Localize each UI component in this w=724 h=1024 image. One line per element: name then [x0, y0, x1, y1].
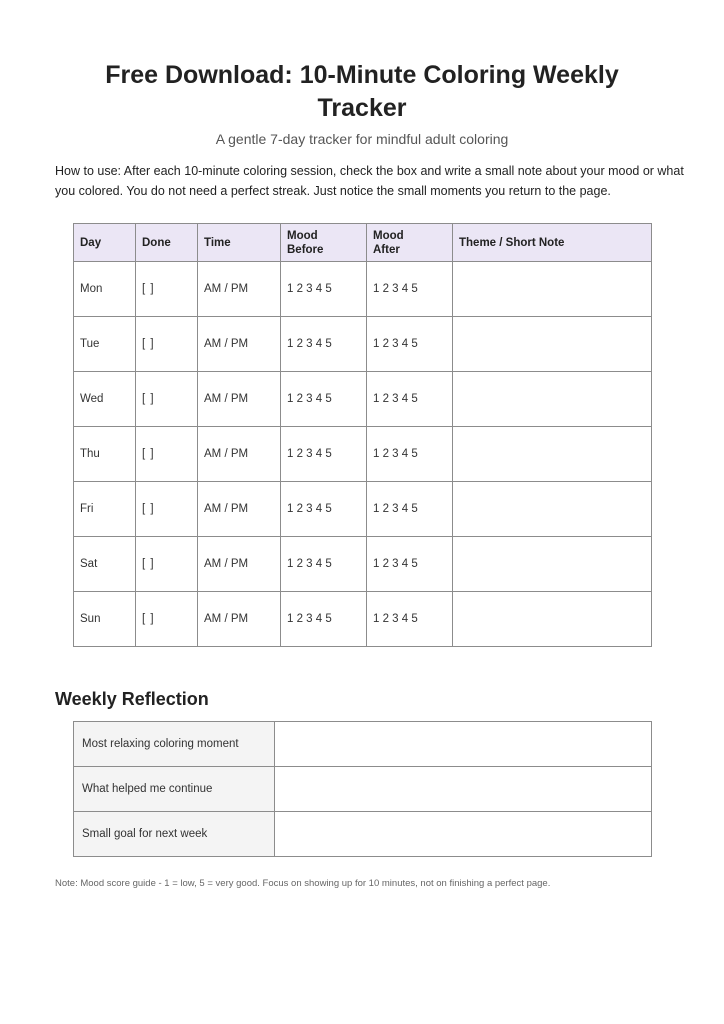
day-cell: Fri [74, 482, 136, 537]
time-choice[interactable]: AM / PM [198, 317, 281, 372]
header-theme-note: Theme / Short Note [453, 224, 652, 262]
done-checkbox[interactable]: [ ] [136, 262, 198, 317]
header-mood-before-line2: Before [287, 243, 324, 256]
reflection-answer-field[interactable] [275, 722, 652, 767]
mood-after-scale[interactable]: 1 2 3 4 5 [367, 317, 453, 372]
day-cell: Wed [74, 372, 136, 427]
day-cell: Tue [74, 317, 136, 372]
header-done: Done [136, 224, 198, 262]
table-row [74, 317, 652, 372]
day-cell: Sat [74, 537, 136, 592]
mood-after-scale[interactable]: 1 2 3 4 5 [367, 482, 453, 537]
table-row [74, 262, 652, 317]
mood-after-scale[interactable]: 1 2 3 4 5 [367, 537, 453, 592]
theme-note-field[interactable] [453, 317, 652, 372]
time-choice[interactable]: AM / PM [198, 537, 281, 592]
weekly-reflection-table [73, 721, 652, 857]
table-row [74, 372, 652, 427]
time-choice[interactable]: AM / PM [198, 372, 281, 427]
reflection-answer-field[interactable] [275, 767, 652, 812]
header-mood-before-line1: Mood [287, 229, 318, 242]
page-subtitle: A gentle 7-day tracker for mindful adult coloring [215, 131, 509, 147]
done-checkbox[interactable]: [ ] [136, 537, 198, 592]
time-choice[interactable]: AM / PM [198, 592, 281, 647]
header-mood-after-line1: Mood [373, 229, 404, 242]
time-choice[interactable]: AM / PM [198, 262, 281, 317]
reflection-answer-field[interactable] [275, 812, 652, 857]
theme-note-field[interactable] [453, 592, 652, 647]
theme-note-field[interactable] [453, 482, 652, 537]
mood-before-scale[interactable]: 1 2 3 4 5 [281, 482, 367, 537]
day-cell: Thu [74, 427, 136, 482]
how-to-use-text: How to use: After each 10-minute coloring session, check the box and write a small note about your mood or what you colored. You do not need a perfect streak. Just notice the small moments you return to the page. [55, 164, 684, 198]
table-row [74, 537, 652, 592]
done-checkbox[interactable]: [ ] [136, 317, 198, 372]
mood-after-scale[interactable]: 1 2 3 4 5 [367, 592, 453, 647]
reflection-row [74, 722, 652, 767]
mood-after-scale[interactable]: 1 2 3 4 5 [367, 427, 453, 482]
theme-note-field[interactable] [453, 262, 652, 317]
day-cell: Mon [74, 262, 136, 317]
header-mood-after-line2: After [373, 243, 400, 256]
day-cell: Sun [74, 592, 136, 647]
table-row [74, 592, 652, 647]
mood-before-scale[interactable]: 1 2 3 4 5 [281, 317, 367, 372]
reflection-prompt: Most relaxing coloring moment [74, 722, 275, 767]
done-checkbox[interactable]: [ ] [136, 592, 198, 647]
weekly-tracker-table [73, 223, 652, 647]
theme-note-field[interactable] [453, 427, 652, 482]
table-row [74, 482, 652, 537]
weekly-reflection-heading: Weekly Reflection [55, 689, 209, 709]
header-mood-after [367, 224, 453, 262]
mood-after-scale[interactable]: 1 2 3 4 5 [367, 372, 453, 427]
theme-note-field[interactable] [453, 372, 652, 427]
mood-after-scale[interactable]: 1 2 3 4 5 [367, 262, 453, 317]
mood-before-scale[interactable]: 1 2 3 4 5 [281, 372, 367, 427]
header-time: Time [198, 224, 281, 262]
reflection-prompt: Small goal for next week [74, 812, 275, 857]
page-title: Free Download: 10-Minute Coloring Weekly Tracker [105, 61, 619, 122]
mood-before-scale[interactable]: 1 2 3 4 5 [281, 592, 367, 647]
mood-before-scale[interactable]: 1 2 3 4 5 [281, 427, 367, 482]
done-checkbox[interactable]: [ ] [136, 482, 198, 537]
done-checkbox[interactable]: [ ] [136, 372, 198, 427]
mood-score-note: Note: Mood score guide - 1 = low, 5 = very good. Focus on showing up for 10 minutes, not on finishing a perfect page. [55, 878, 551, 889]
reflection-row [74, 767, 652, 812]
tracker-header-row [74, 224, 652, 262]
time-choice[interactable]: AM / PM [198, 427, 281, 482]
time-choice[interactable]: AM / PM [198, 482, 281, 537]
reflection-row [74, 812, 652, 857]
theme-note-field[interactable] [453, 537, 652, 592]
header-mood-before [281, 224, 367, 262]
header-day: Day [74, 224, 136, 262]
mood-before-scale[interactable]: 1 2 3 4 5 [281, 537, 367, 592]
mood-before-scale[interactable]: 1 2 3 4 5 [281, 262, 367, 317]
table-row [74, 427, 652, 482]
reflection-prompt: What helped me continue [74, 767, 275, 812]
done-checkbox[interactable]: [ ] [136, 427, 198, 482]
